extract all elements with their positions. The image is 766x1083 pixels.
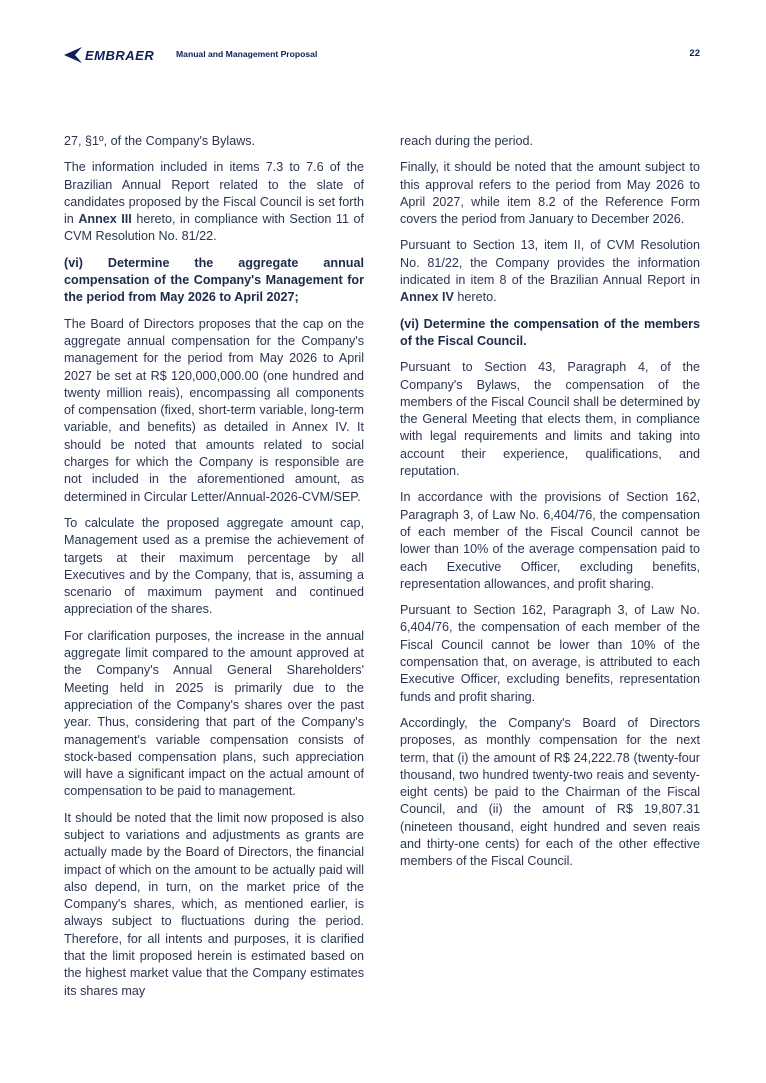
page-header (64, 44, 700, 66)
embraer-logo (64, 44, 154, 66)
paragraph: The Board of Directors proposes that the cap on the aggregate annual compensation for the Company's management for the period from May 2026 to April 2027 be set at R$ 120,000,000.00 (one hundred and twenty million reais), encompassing all components of compensation (fixed, short-term variable, long-term variable, and benefits) as detailed in Annex IV. It should be noted that amounts related to social charges for which the Company is responsible are not included in the aforementioned amount, as determined in Circular Letter/Annual-2026-CVM/SEP. (64, 316, 364, 504)
embraer-wing-icon (64, 47, 82, 63)
document-title: Manual and Management Proposal (176, 49, 318, 59)
paragraph: Finally, it should be noted that the amount subject to this approval refers to the period from May 2026 to April 2027, while item 8.2 of the Reference Form covers the period from January to December 2026. (400, 160, 700, 227)
paragraph: To calculate the proposed aggregate amount cap, Management used as a premise the achievement of targets at their maximum percentage by all Executives and by the Company, that is, assuming a scenario of maximum payment and continued appreciation of the shares. (64, 515, 364, 617)
annex-reference: Annex IV (400, 290, 454, 305)
section-heading: (vi) Determine the aggregate annual compensation of the Company's Management for the period from May 2026 to April 2027; (64, 255, 364, 305)
left-column (64, 133, 364, 1009)
right-column (400, 133, 700, 880)
paragraph: For clarification purposes, the increase in the annual aggregate limit compared to the amount approved at the Company's Annual General Shareholders' Meeting held in 2025 is primarily due to the appreciation of the Company's shares over the past year. Thus, considering that part of the Company's management's variable compensation consists of stock-based compensation plans, such appreciation will have a significant impact on the actual amount of compensation to be paid to management. (64, 628, 364, 799)
paragraph: It should be noted that the limit now proposed is also subject to variations and adjustments as grants are actually made by the Board of Directors, the financial impact of which on the amount to be actually paid will also depend, in turn, on the market price of the Company's shares, which, as mentioned earlier, is always subject to fluctuations during the period. Therefore, for all intents and purposes, it is clarified that the limit proposed herein is estimated based on the highest market value that the Company estimates its shares may (64, 810, 364, 998)
paragraph: reach during the period. (400, 134, 534, 148)
paragraph: Accordingly, the Company's Board of Directors proposes, as monthly compensation for the next term, that (i) the amount of R$ 24,222.78 (twenty-four thousand, two hundred twenty-two reais and seventy-eight cents) be paid to the Chairman of the Fiscal Council, and (ii) the amount of R$ 19,807.31 (nineteen thousand, eight hundred and seven reais and thirty-one cents) for each of the other effective members of the Fiscal Council. (400, 715, 700, 869)
paragraph: Pursuant to Section 162, Paragraph 3, of Law No. 6,404/76, the compensation of each member of the Fiscal Council cannot be lower than 10% of the compensation that, on average, is attributed to each Executive Officer, excluding benefits, representation funds and profit sharing. (400, 603, 700, 704)
paragraph (64, 159, 364, 245)
paragraph-text: hereto, in compliance with Section 11 of CVM Resolution No. 81/22. (64, 212, 365, 244)
paragraph-text: hereto. (453, 290, 497, 305)
paragraph: In accordance with the provisions of Section 162, Paragraph 3, of Law No. 6,404/76, the compensation of each member of the Fiscal Council cannot be lower than 10% of the average compensation paid to each Executive Officer, excluding benefits, representation allowances, and profit sharing. (400, 490, 700, 591)
paragraph: 27, §1º, of the Company's Bylaws. (64, 134, 256, 148)
paragraph: Pursuant to Section 43, Paragraph 4, of the Company's Bylaws, the compensation of the members of the Fiscal Council shall be determined by the General Meeting that elects them, in compliance with legal requirements and limits and taking into account their experience, qualifications, and reputation. (400, 360, 700, 479)
paragraph-text: The information included in items 7.3 to 7.6 of the Brazilian Annual Report related to the slate of candidates proposed by the Fiscal Council is set forth in (64, 160, 364, 227)
logo-text: EMBRAER (85, 47, 155, 63)
section-heading: (vi) Determine the compensation of the members of the Fiscal Council. (400, 316, 700, 348)
annex-reference: Annex III (78, 212, 132, 227)
paragraph-text: Pursuant to Section 13, item II, of CVM Resolution No. 81/22, the Company provides the information indicated in item 8 of the Brazilian Annual Report in (400, 238, 700, 288)
paragraph (400, 237, 700, 306)
page-number: 22 (689, 48, 700, 59)
